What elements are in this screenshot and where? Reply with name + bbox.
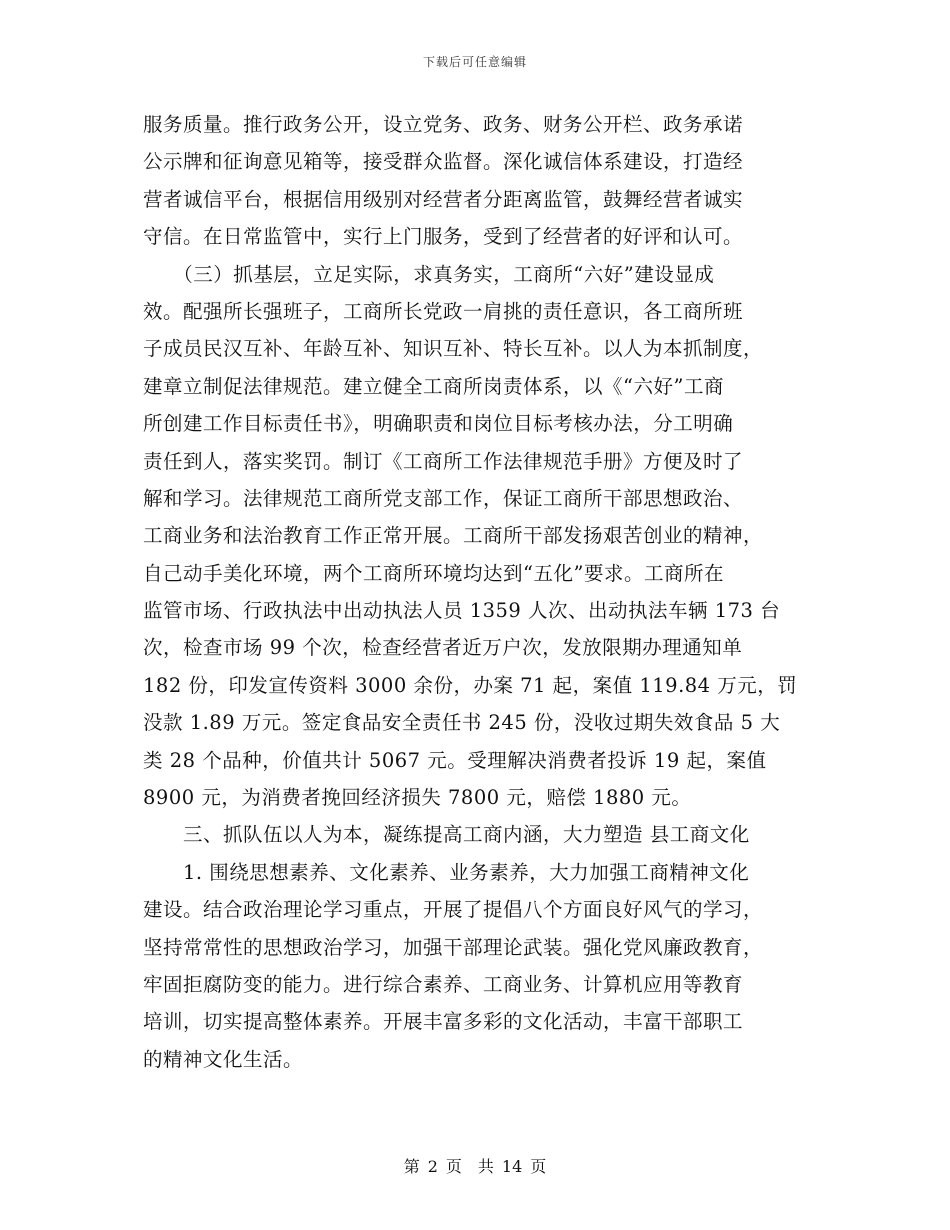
footer-suffix: 页	[530, 1157, 547, 1176]
text-line: 责任到人，落实奖罚。制订《工商所工作法律规范手册》方便及时了	[143, 449, 744, 473]
footer-middle: 页 共	[445, 1157, 494, 1176]
document-body	[143, 106, 811, 1078]
text-line: 的精神文化生活。	[143, 1047, 304, 1071]
text-line: 公示牌和征询意见箱等，接受群众监督。深化诚信体系建设，打造经	[143, 150, 744, 174]
text-line: 工商业务和法治教育工作正常开展。工商所干部发扬艰苦创业的精神，	[143, 524, 764, 548]
text-line: 坚持常常性的思想政治学习，加强干部理论武装。强化党风廉政教育，	[143, 935, 764, 959]
text-line: 守信。在日常监管中，实行上门服务，受到了经营者的好评和认可。	[143, 225, 744, 249]
text-line: 1. 围绕思想素养、文化素养、业务素养，大力加强工商精神文化	[143, 860, 750, 884]
text-line: 效。配强所长强班子，工商所长党政一肩挑的责任意识，各工商所班	[143, 299, 744, 323]
text-line: 三、抓队伍以人为本，凝练提高工商内涵，大力塑造 县工商文化	[143, 823, 750, 847]
text-line: 建章立制促法律规范。建立健全工商所岗责体系，以《“六好”工商	[143, 374, 724, 398]
text-line: 182 份，印发宣传资料 3000 余份，办案 71 起，案值 119.84 万元，罚	[143, 673, 798, 697]
text-line: （三）抓基层，立足实际，求真务实，工商所“六好”建设显成	[143, 262, 715, 286]
text-line: 次，检查市场 99 个次，检查经营者近万户次，发放限期办理通知单	[143, 636, 743, 660]
text-line: 解和学习。法律规范工商所党支部工作，保证工商所干部思想政治、	[143, 486, 744, 510]
text-line: 所创建工作目标责任书》，明确职责和岗位目标考核办法，分工明确	[143, 412, 734, 436]
text-line: 自己动手美化环境，两个工商所环境均达到“五化”要求。工商所在	[143, 561, 724, 585]
footer-total-pages: 14	[501, 1157, 523, 1176]
text-line: 类 28 个品种，价值共计 5067 元。受理解决消费者投诉 19 起，案值	[143, 748, 767, 772]
footer-prefix: 第	[403, 1157, 420, 1176]
text-line: 牢固拒腐防变的能力。进行综合素养、工商业务、计算机应用等教育	[143, 972, 744, 996]
text-line: 服务质量。推行政务公开，设立党务、政务、财务公开栏、政务承诺	[143, 113, 744, 136]
page-footer	[0, 1154, 950, 1177]
text-line: 营者诚信平台，根据信用级别对经营者分距离监管，鼓舞经营者诚实	[143, 187, 744, 211]
text-line: 没款 1.89 万元。签定食品安全责任书 245 份，没收过期失效食品 5 大	[143, 711, 781, 735]
footer-page-number: 2	[427, 1157, 438, 1176]
text-line: 8900 元，为消费者挽回经济损失 7800 元，赔偿 1880 元。	[143, 786, 692, 810]
text-line: 培训，切实提高整体素养。开展丰富多彩的文化活动，丰富干部职工	[143, 1010, 744, 1034]
text-line: 建设。结合政治理论学习重点，开展了提倡八个方面良好风气的学习，	[143, 898, 764, 922]
page-header: 下载后可任意编辑	[422, 55, 527, 69]
text-line: 子成员民汉互补、年龄互补、知识互补、特长互补。以人为本抓制度，	[143, 337, 764, 361]
text-line: 监管市场、行政执法中出动执法人员 1359 人次、出动执法车辆 173 台	[143, 599, 781, 623]
